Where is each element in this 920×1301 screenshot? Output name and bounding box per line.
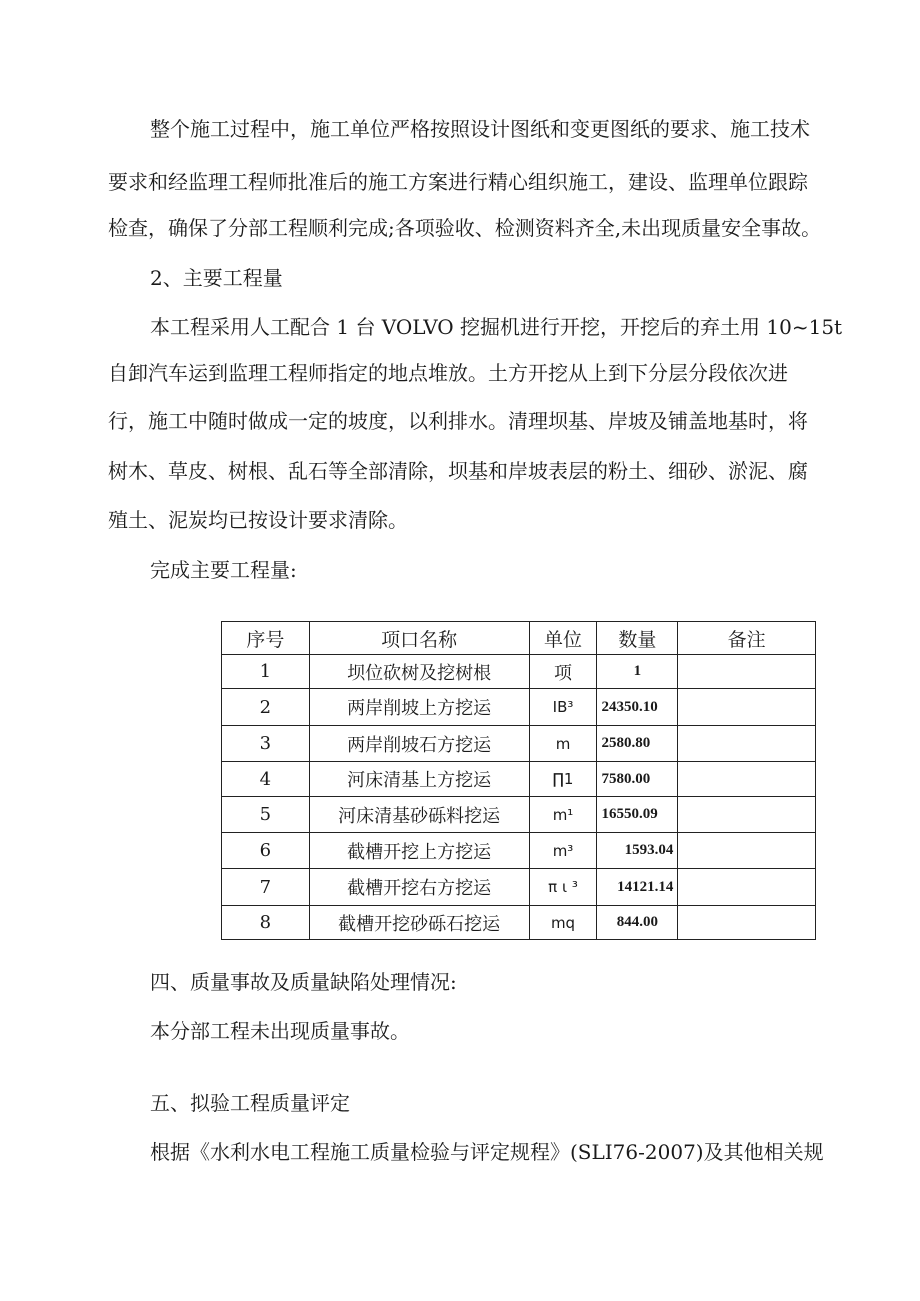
- table-row: [222, 833, 816, 869]
- paragraph-line: 树木、草皮、树根、乱石等全部清除，坝基和岸坡表层的粉土、细砂、淤泥、腐: [108, 459, 808, 483]
- paragraph-line: 检查，确保了分部工程顺利完成;各项验收、检测资料齐全,未出现质量安全事故。: [108, 216, 822, 240]
- paragraph-line: 行，施工中随时做成一定的坡度，以利排水。清理坝基、岸坡及铺盖地基时，将: [108, 409, 808, 433]
- paragraph-assessment-basis: 根据《水利水电工程施工质量检验与评定规程》(SLI76-2007)及其他相关规: [150, 1140, 824, 1164]
- cell-name: 两岸削坡上方挖运: [309, 689, 529, 726]
- cell-note: [678, 655, 816, 689]
- cell-unit: IB³: [529, 689, 597, 726]
- cell-note: [678, 762, 816, 797]
- table-row: [222, 726, 816, 762]
- table-header-row: [222, 622, 816, 655]
- cell-unit: mq: [529, 906, 597, 940]
- cell-note: [678, 869, 816, 906]
- cell-no: 5: [222, 797, 310, 833]
- cell-name: 截槽开挖上方挖运: [309, 833, 529, 869]
- table-row: [222, 762, 816, 797]
- header-no: 序号: [222, 622, 310, 655]
- cell-note: [678, 797, 816, 833]
- cell-qty: 16550.09: [597, 797, 678, 833]
- cell-qty: 14121.14: [597, 869, 678, 906]
- header-unit: 单位: [529, 622, 597, 655]
- cell-qty: 24350.10: [597, 689, 678, 726]
- cell-no: 7: [222, 869, 310, 906]
- section-heading-main-quantities: 2、主要工程量: [150, 266, 283, 290]
- table-row: [222, 906, 816, 940]
- paragraph-construction-process: 整个施工过程中，施工单位严格按照设计图纸和变更图纸的要求、施工技术: [150, 117, 810, 141]
- paragraph-line: 要求和经监理工程师批准后的施工方案进行精心组织施工，建设、监理单位跟踪: [108, 170, 808, 194]
- cell-no: 8: [222, 906, 310, 940]
- quantities-table: [221, 621, 816, 940]
- table-row: [222, 655, 816, 689]
- cell-name: 截槽开挖砂砾石挖运: [309, 906, 529, 940]
- cell-note: [678, 689, 816, 726]
- table-row: [222, 869, 816, 906]
- paragraph-line: 自卸汽车运到监理工程师指定的地点堆放。土方开挖从上到下分层分段依次进: [108, 361, 788, 385]
- section-heading-quality-accidents: 四、质量事故及质量缺陷处理情况:: [150, 970, 457, 994]
- cell-name: 截槽开挖右方挖运: [309, 869, 529, 906]
- cell-name: 坝位砍树及挖树根: [309, 655, 529, 689]
- paragraph-excavation: 本工程采用人工配合 1 台 VOLVO 挖掘机进行开挖，开挖后的弃土用 10~15t: [150, 315, 843, 339]
- cell-unit: m³: [529, 833, 597, 869]
- cell-no: 6: [222, 833, 310, 869]
- cell-no: 3: [222, 726, 310, 762]
- paragraph-line: 殖土、泥炭均已按设计要求清除。: [108, 508, 408, 532]
- cell-qty: 1: [597, 655, 678, 689]
- cell-note: [678, 906, 816, 940]
- header-note: 备注: [678, 622, 816, 655]
- cell-qty: 2580.80: [597, 726, 678, 762]
- table-row: [222, 797, 816, 833]
- cell-no: 2: [222, 689, 310, 726]
- cell-unit: m¹: [529, 797, 597, 833]
- cell-name: 两岸削坡石方挖运: [309, 726, 529, 762]
- cell-unit: π ι ³: [529, 869, 597, 906]
- section-heading-quality-assessment: 五、拟验工程质量评定: [150, 1091, 350, 1115]
- table-intro: 完成主要工程量:: [150, 558, 297, 582]
- paragraph-no-accidents: 本分部工程未出现质量事故。: [150, 1019, 410, 1043]
- cell-no: 1: [222, 655, 310, 689]
- cell-note: [678, 833, 816, 869]
- header-name: 项口名称: [309, 622, 529, 655]
- header-qty: 数量: [597, 622, 678, 655]
- cell-unit: m: [529, 726, 597, 762]
- cell-name: 河床清基上方挖运: [309, 762, 529, 797]
- cell-qty: 1593.04: [597, 833, 678, 869]
- cell-qty: 7580.00: [597, 762, 678, 797]
- cell-name: 河床清基砂砾料挖运: [309, 797, 529, 833]
- table-row: [222, 689, 816, 726]
- cell-unit: ∏1: [529, 762, 597, 797]
- cell-qty: 844.00: [597, 906, 678, 940]
- cell-no: 4: [222, 762, 310, 797]
- cell-note: [678, 726, 816, 762]
- cell-unit: 项: [529, 655, 597, 689]
